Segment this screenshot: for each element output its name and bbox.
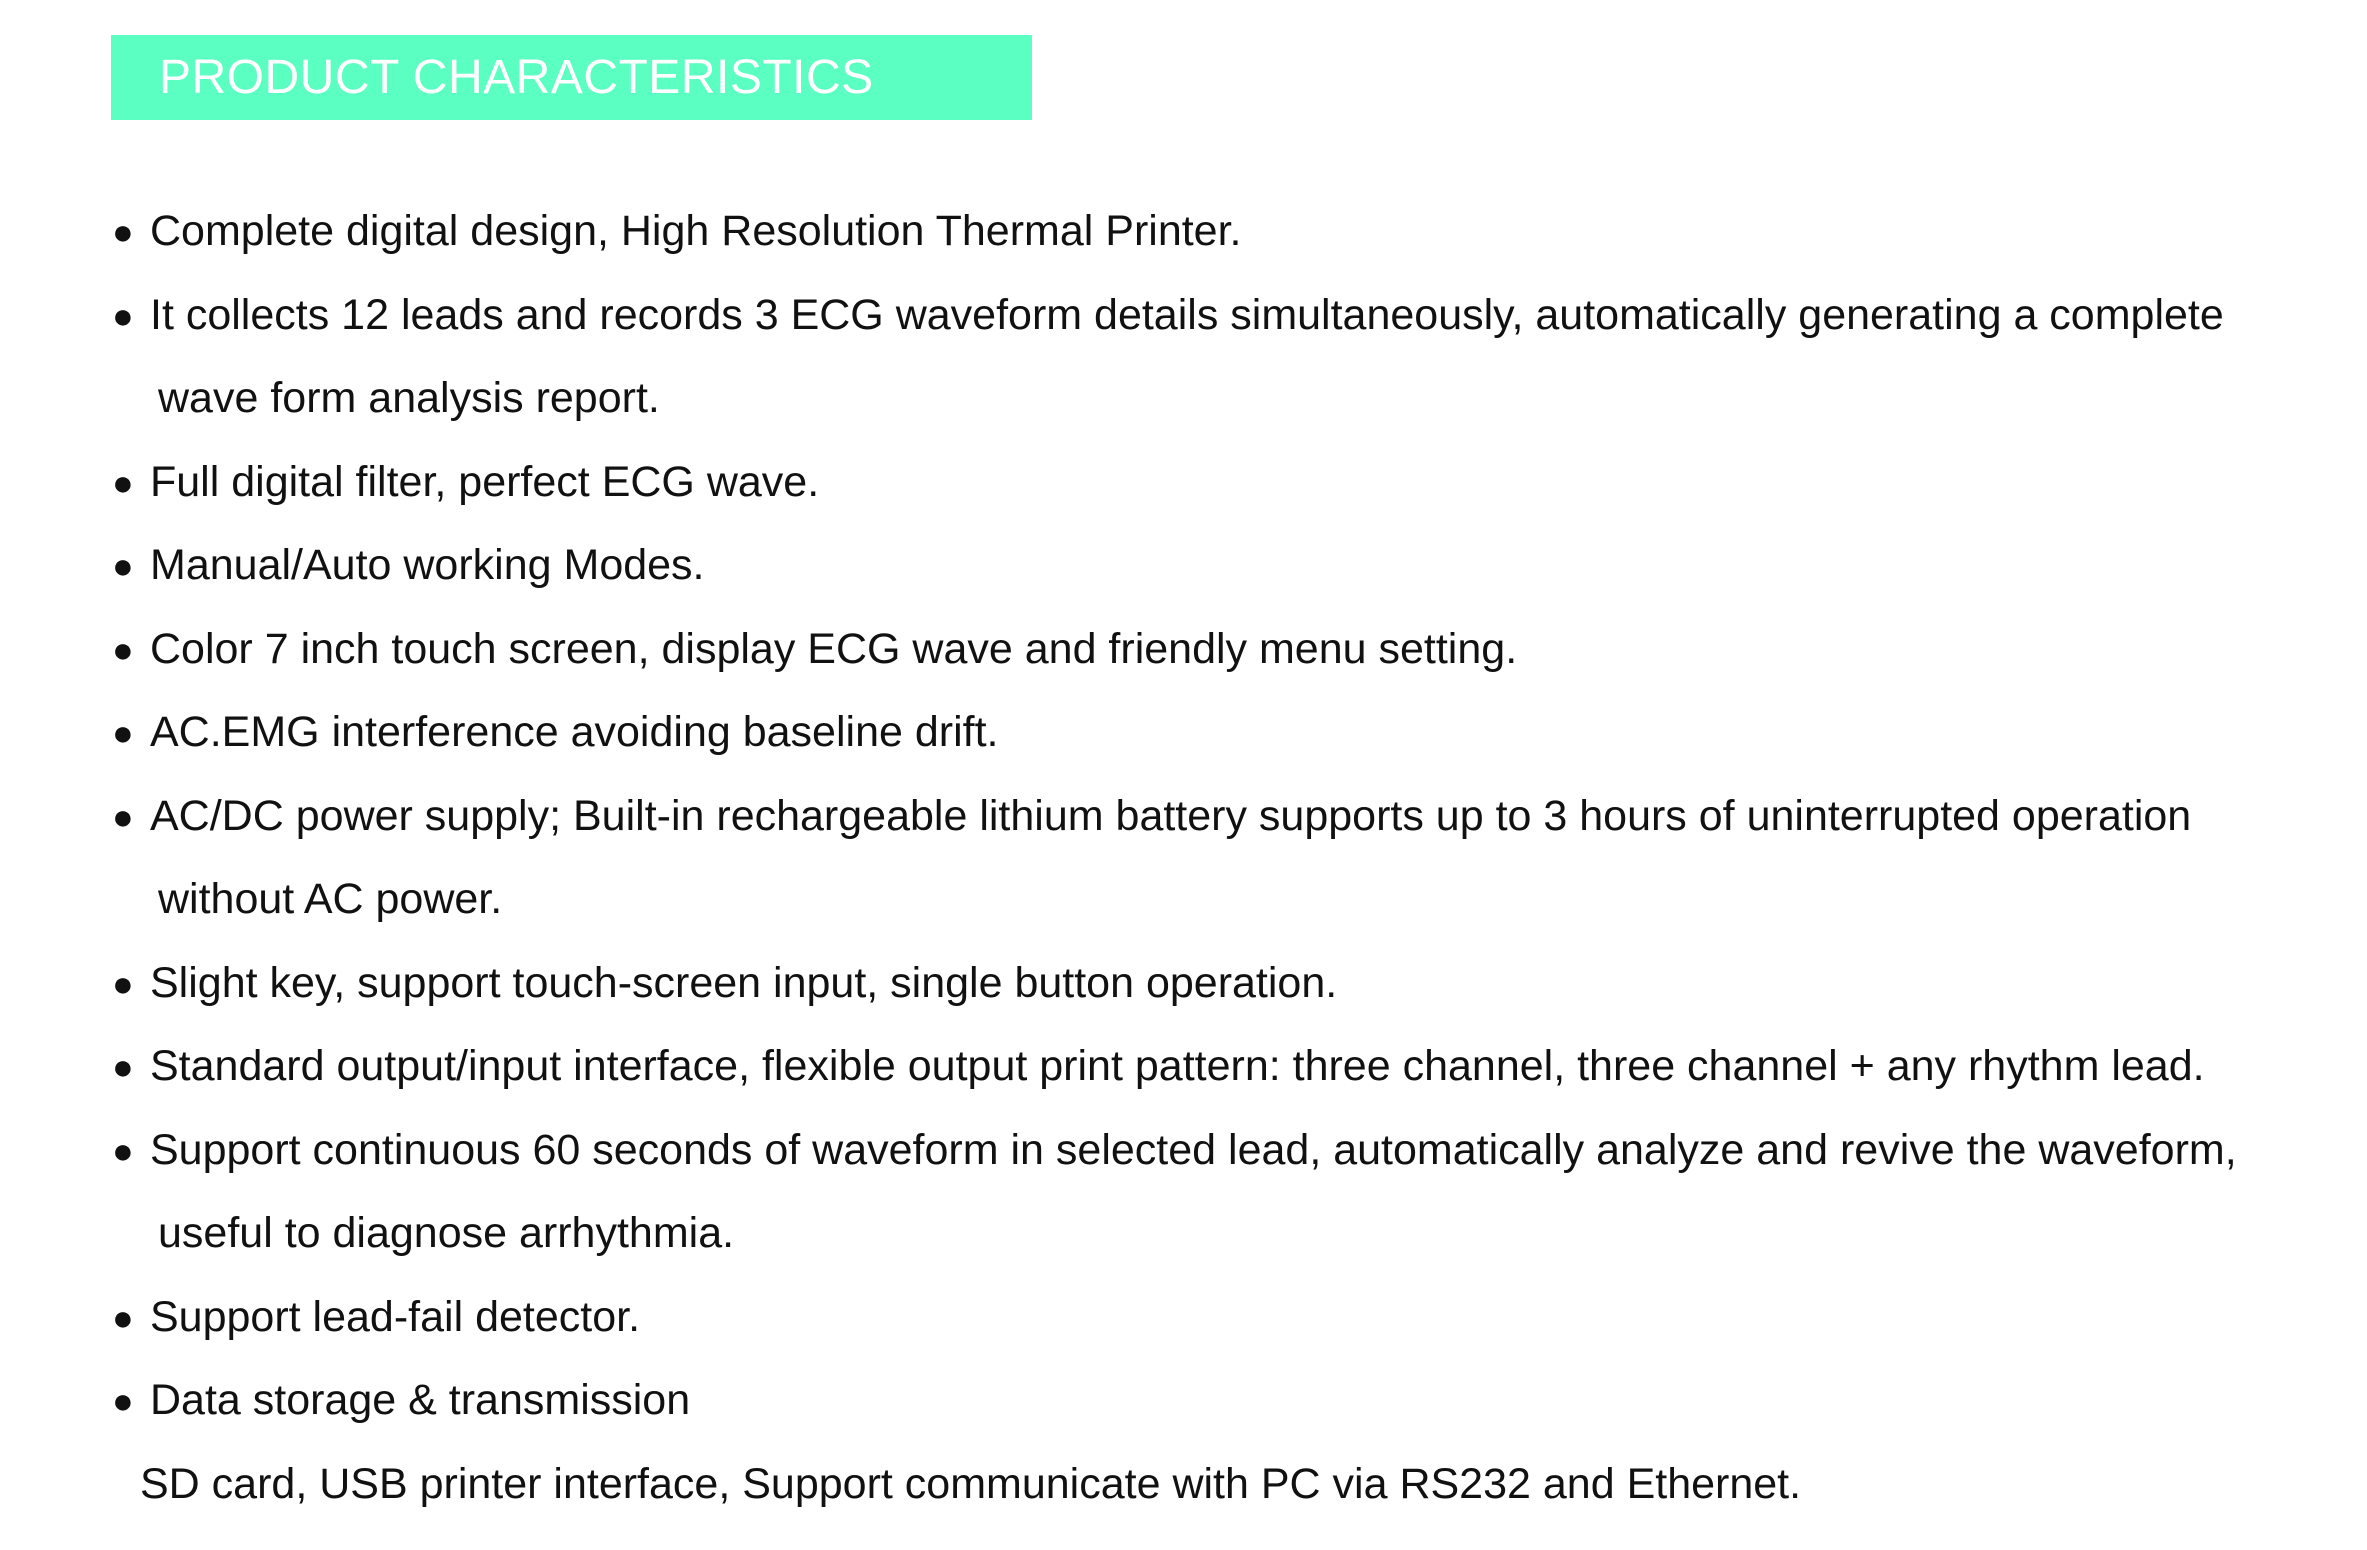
- feature-text: Full digital filter, perfect ECG wave.: [150, 457, 820, 506]
- feature-text: Standard output/input interface, flexible output print pattern: three channel, three channel + any rhythm lead.: [150, 1042, 2205, 1090]
- bullet-icon: ●: [112, 1380, 134, 1421]
- feature-item: [112, 1025, 2312, 1109]
- feature-text: wave form analysis report.: [158, 374, 660, 422]
- feature-text: Data storage & transmission: [150, 1376, 691, 1424]
- feature-item: [112, 524, 2312, 608]
- feature-text: AC/DC power supply; Built-in rechargeable lithium battery supports up to 3 hours of uninterrupted operation: [150, 791, 2192, 840]
- feature-text: AC.EMG interference avoiding baseline drift.: [150, 708, 999, 756]
- feature-item: [112, 1109, 2312, 1276]
- bullet-icon: ●: [112, 461, 134, 503]
- feature-text: Manual/Auto working Modes.: [150, 541, 705, 589]
- feature-subtext: SD card, USB printer interface, Support communicate with PC via RS232 and Ethernet.: [140, 1459, 1802, 1508]
- feature-text: useful to diagnose arrhythmia.: [158, 1209, 735, 1257]
- bullet-icon: ●: [112, 294, 134, 336]
- feature-list: [112, 190, 2312, 1526]
- bullet-icon: ●: [112, 1046, 134, 1087]
- feature-text: Complete digital design, High Resolution Thermal Printer.: [150, 207, 1242, 255]
- feature-item: [112, 1359, 2312, 1526]
- bullet-icon: ●: [112, 712, 134, 753]
- feature-item: [112, 942, 2312, 1026]
- bullet-icon: ●: [112, 795, 134, 837]
- feature-item: [112, 1276, 2312, 1360]
- feature-text: It collects 12 leads and records 3 ECG waveform details simultaneously, automatically generating a complete: [150, 290, 2224, 339]
- feature-item: [112, 608, 2312, 692]
- feature-item: [112, 775, 2312, 942]
- feature-text: Support continuous 60 seconds of waveform in selected lead, automatically analyze and revive the waveform,: [150, 1125, 2237, 1174]
- feature-item: [112, 190, 2312, 274]
- bullet-icon: ●: [112, 962, 134, 1004]
- feature-text: Slight key, support touch-screen input, single button operation.: [150, 958, 1338, 1007]
- feature-item: [112, 691, 2312, 775]
- feature-text: Support lead-fail detector.: [150, 1292, 641, 1341]
- bullet-icon: ●: [112, 628, 134, 670]
- feature-text: Color 7 inch touch screen, display ECG wave and friendly menu setting.: [150, 624, 1518, 673]
- bullet-icon: ●: [112, 545, 134, 586]
- page-title: PRODUCT CHARACTERISTICS: [159, 51, 874, 104]
- bullet-icon: ●: [112, 1296, 134, 1338]
- header-banner: [111, 35, 1032, 120]
- feature-item: [112, 441, 2312, 525]
- bullet-icon: ●: [112, 211, 134, 252]
- feature-item: [112, 274, 2312, 441]
- bullet-icon: ●: [112, 1129, 134, 1171]
- feature-text: without AC power.: [158, 875, 503, 923]
